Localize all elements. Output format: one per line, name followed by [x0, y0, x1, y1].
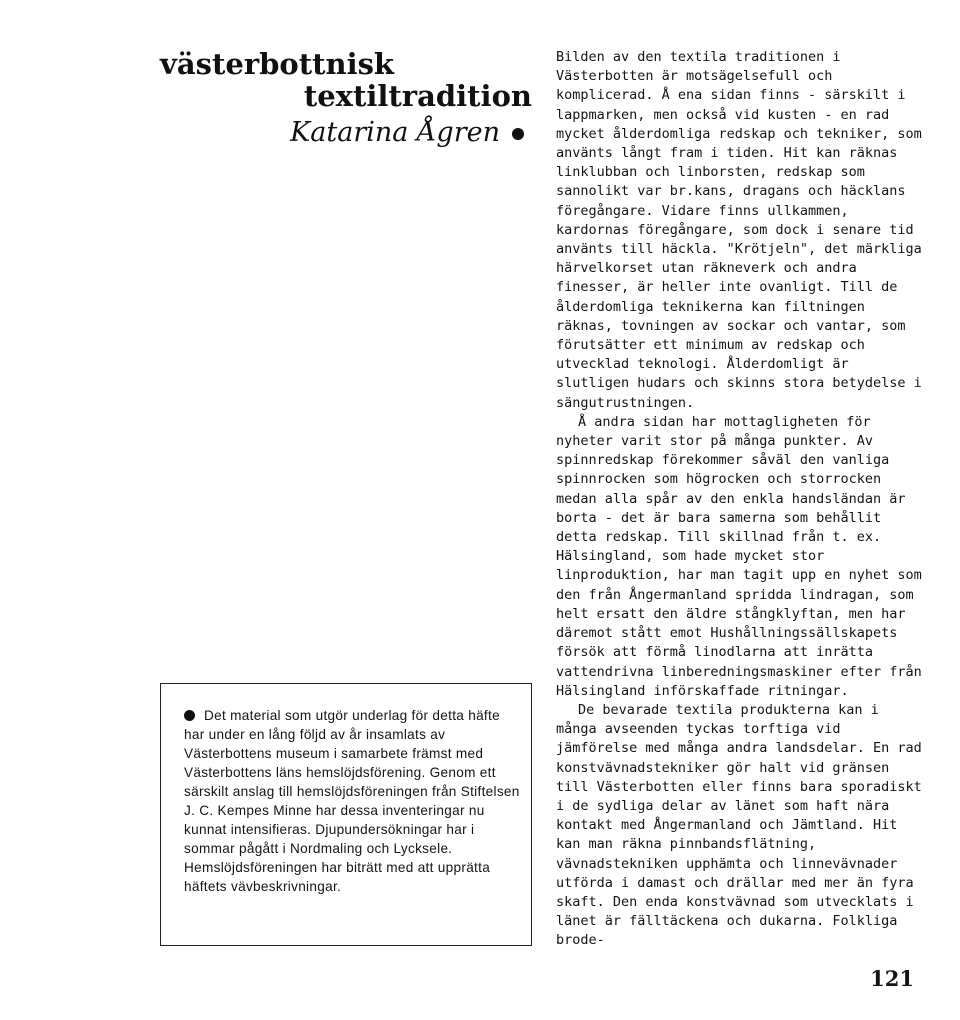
title-line-2: textiltradition [303, 79, 532, 113]
bullet-dot-icon [512, 128, 524, 140]
sidebar-text: Det material som utgör underlag för detta häfte har under en lång följd av år insamlats av Västerbottens museum i samarbete främst med Västerbottens läns hemslöjdsförening. Genom ett särskilt anslag till hemslöjdsföreningen från Stiftelsen J. C. Kempes Minne har dessa inventeringar nu kunnat intensifieras. Djupundersökningar har i sommar pågått i Nordmaling och Lycksele. Hemslöjdsföreningen har biträtt med att upprätta häftets vävbeskrivningar. [184, 708, 520, 894]
paragraph-3: De bevarade textila produkterna kan i många avseenden tyckas torftiga vid jämförelse med många andra landsdelar. En rad konstvävnadstekniker gör halt vid gränsen till Västerbotten eller finns bara sporadiskt i de sydliga delar av länet som haft nära kontakt med Ångermanland och Jämtland. Hit kan man räkna pinnbandsflätning, vävnadstekniken upphämta och linnevävnader utförda i damast och drällar med mer än fyra skaft. Den enda konstvävnad som utvecklats i länet är fälltäckena och dukarna. Folkliga brode- [556, 701, 922, 949]
sidebar-note [184, 706, 524, 896]
bullet-dot-icon [184, 710, 195, 721]
title-line-1: västerbottnisk [160, 47, 395, 81]
paragraph-2: Å andra sidan har mottagligheten för nyheter varit stor på många punkter. Av spinnredskap förekommer såväl den vanliga spinnrocken som högrocken och storrocken medan alla spår av den enkla handsländan är borta - det är bara samerna som behållit detta redskap. Till skillnad från t. ex. Hälsingland, som hade mycket stor linproduktion, har man tagit upp en nyhet som den från Ångermanland spridda lindragan, som helt ersatt den äldre stångklyftan, men har däremot stått emot Hushållningssällskapets försök att förmå linodlarna att inrätta vattendrivna linberedningsmaskiner efter från Hälsingland införskaffade ritningar. [556, 413, 922, 699]
paragraph-1: Bilden av den textila traditionen i Västerbotten är motsägelsefull och komplicerad. Å ena sidan finns - särskilt i lappmarken, men också vid kusten - en rad mycket ålderdomliga redskap och tekniker, som använts långt fram i tiden. Hit kan räknas linklubban och linborsten, redskap som sannolikt var br.kans, dragans och häcklans föregångare. Vidare finns ullkammen, kardornas föregångare, som dock i senare tid använts till häckla. "Krötjeln", det märkliga härvelkorset utan räkneverk och andra finesser, är heller inte ovanligt. Till de ålderdomliga teknikerna kan filtningen räknas, tovningen av sockar och vantar, som förutsätter ett minimum av redskap och utvecklad teknologi. Ålderdomligt är slutligen hudars och skinns stora betydelse i sängutrustningen. [556, 49, 922, 411]
page-number: 121 [870, 966, 914, 991]
article-title [160, 48, 532, 112]
body-column [556, 48, 922, 951]
author-name: Katarina Ågren [290, 117, 500, 148]
